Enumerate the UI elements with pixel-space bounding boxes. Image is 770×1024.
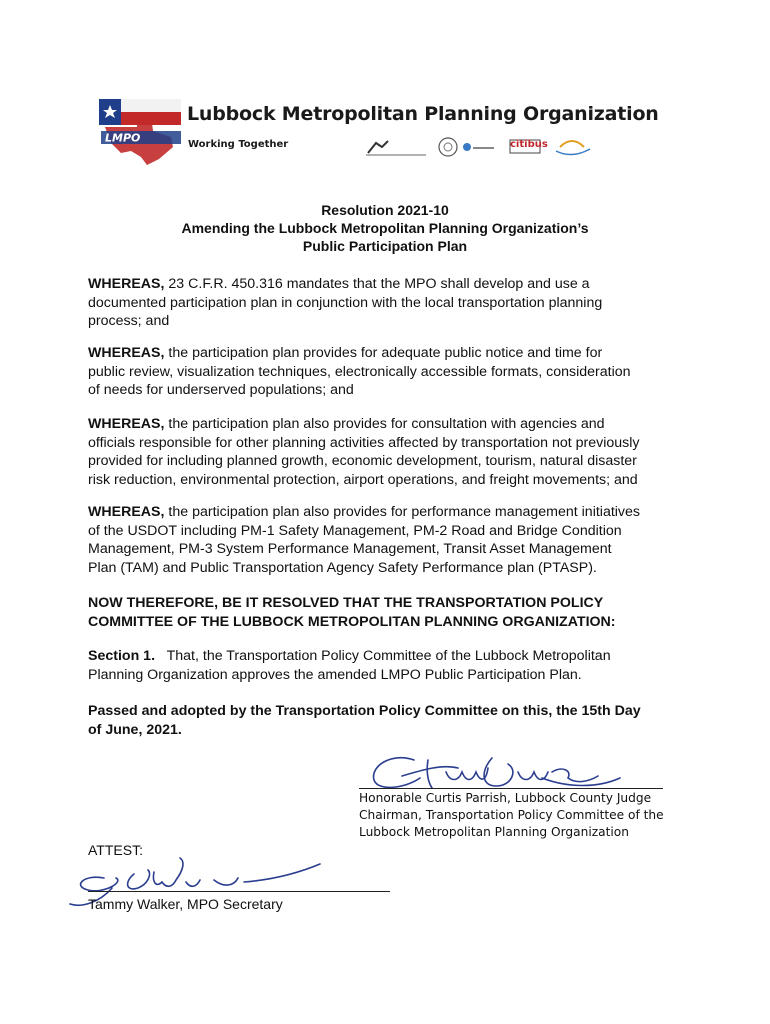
section-text: That, the Transportation Policy Committee of the Lubbock Metropolitan xyxy=(155,648,611,664)
whereas-text: risk reduction, environmental protection, airport operations, and freight movements; and xyxy=(88,471,638,488)
resolution-title xyxy=(0,201,770,255)
txdot-logo xyxy=(366,141,426,155)
resolved-line-2: COMMITTEE OF THE LUBBOCK METROPOLITAN PLANNING ORGANIZATION: xyxy=(88,613,616,630)
airport-logo xyxy=(556,141,590,155)
whereas-paragraph-1 xyxy=(88,275,688,331)
chairman-line-1: Honorable Curtis Parrish, Lubbock County Judge xyxy=(359,791,652,805)
secretary-name: Tammy Walker, MPO Secretary xyxy=(88,896,283,912)
title-line-2: Amending the Lubbock Metropolitan Planning Organization’s xyxy=(181,220,589,236)
section-lead: Section 1. xyxy=(88,648,156,664)
section-1 xyxy=(88,647,688,684)
whereas-text: documented participation plan in conjunction with the local transportation planning xyxy=(88,294,603,311)
resolved-clause xyxy=(88,594,688,631)
tagline: Working Together xyxy=(188,139,289,150)
whereas-text: the participation plan also provides for performance management initiatives xyxy=(164,504,641,520)
whereas-text: public review, visualization techniques, electronically accessible formats, consideration xyxy=(88,363,631,380)
logo-text: LMPO xyxy=(105,131,141,145)
whereas-text: Management, PM-3 System Performance Management, Transit Asset Management xyxy=(88,541,612,557)
passed-line-2: of June, 2021. xyxy=(88,721,182,738)
whereas-lead: WHEREAS, xyxy=(88,504,165,520)
whereas-text: the participation plan provides for adequate public notice and time for xyxy=(164,345,603,361)
whereas-paragraph-4 xyxy=(88,503,688,577)
chairman-block xyxy=(359,790,664,841)
whereas-paragraph-3 xyxy=(88,415,688,489)
whereas-text: of needs for underserved populations; and xyxy=(88,382,354,398)
title-line-3: Public Participation Plan xyxy=(302,238,468,254)
whereas-text: provided for including planned growth, economic development, tourism, natural disaster xyxy=(88,453,637,469)
whereas-text: the participation plan also provides for consultation with agencies and xyxy=(164,416,605,432)
org-name: Lubbock Metropolitan Planning Organization xyxy=(187,103,659,125)
whereas-lead: WHEREAS, xyxy=(88,345,165,361)
passed-and-adopted xyxy=(88,702,688,739)
resolved-line-1: NOW THEREFORE, BE IT RESOLVED THAT THE TRANSPORTATION POLICY xyxy=(88,595,604,611)
partner-logos xyxy=(366,131,596,163)
chairman-line-3: Lubbock Metropolitan Planning Organization xyxy=(359,825,629,839)
whereas-lead: WHEREAS, xyxy=(88,416,165,432)
county-seal-icon xyxy=(439,138,457,156)
whereas-paragraph-2 xyxy=(88,344,688,400)
whereas-text: 23 C.F.R. 450.316 mandates that the MPO shall develop and use a xyxy=(164,276,590,292)
whereas-text: process; and xyxy=(88,313,170,329)
passed-line-1: Passed and adopted by the Transportation Policy Committee on this, the 15th Day xyxy=(88,703,641,719)
secretary-signature-line xyxy=(88,891,390,892)
lmpo-logo xyxy=(97,97,183,167)
section-text: Planning Organization approves the amended LMPO Public Participation Plan. xyxy=(88,666,582,683)
attest-label: ATTEST: xyxy=(88,842,143,858)
whereas-text: officials responsible for other planning activities affected by transportation not previously xyxy=(88,434,640,451)
citibus-logo-text: citibus xyxy=(510,139,548,150)
chairman-line-2: Chairman, Transportation Policy Committee of the xyxy=(359,808,664,822)
whereas-lead: WHEREAS, xyxy=(88,276,165,292)
title-line-1: Resolution 2021-10 xyxy=(321,202,449,218)
city-of-lubbock-logo xyxy=(463,143,494,151)
whereas-text: of the USDOT including PM-1 Safety Management, PM-2 Road and Bridge Condition xyxy=(88,522,622,539)
chairman-signature-line xyxy=(359,788,663,789)
whereas-text: Plan (TAM) and Public Transportation Agency Safety Performance plan (PTASP). xyxy=(88,559,597,576)
